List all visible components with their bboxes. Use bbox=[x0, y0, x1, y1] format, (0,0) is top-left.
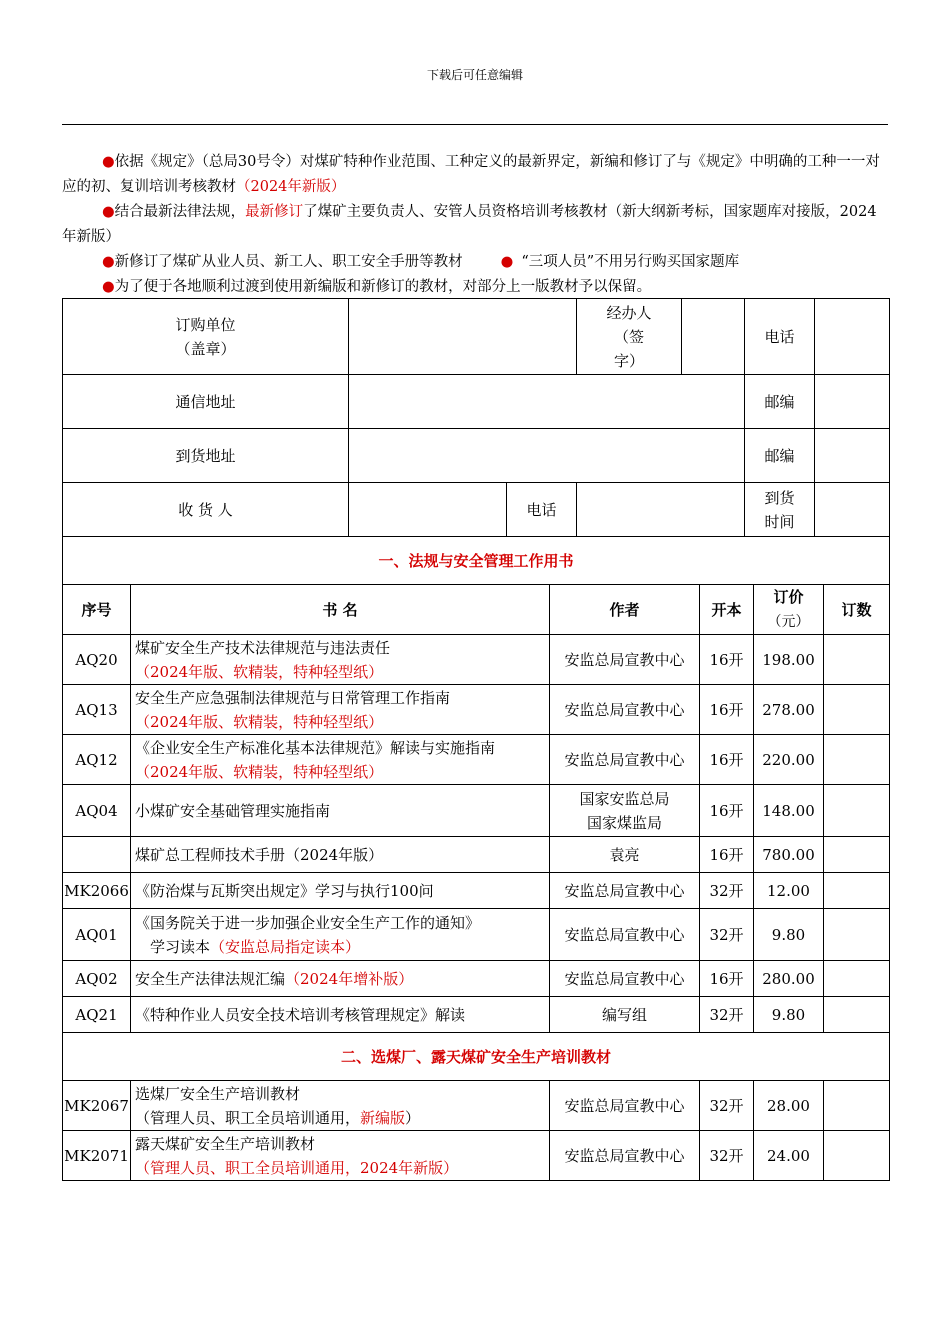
table-row bbox=[63, 635, 890, 685]
section-title-row bbox=[63, 1033, 890, 1081]
book-title: 露天煤矿安全生产培训教材 （管理人员、职工全员培训通用，2024年新版） bbox=[131, 1131, 550, 1181]
book-format: 32开 bbox=[700, 873, 754, 909]
book-code: AQ01 bbox=[63, 909, 131, 961]
section-title: 一、法规与安全管理工作用书 bbox=[63, 537, 890, 585]
book-price: 278.00 bbox=[754, 685, 824, 735]
section-title-row bbox=[63, 537, 890, 585]
book-price: 220.00 bbox=[754, 735, 824, 785]
phone-field[interactable] bbox=[815, 299, 890, 375]
book-format: 32开 bbox=[700, 1131, 754, 1181]
receiver-phone-label: 电话 bbox=[507, 483, 577, 537]
delivery-field[interactable] bbox=[349, 429, 745, 483]
unit-field[interactable] bbox=[349, 299, 577, 375]
book-code: AQ20 bbox=[63, 635, 131, 685]
postcode-field[interactable] bbox=[815, 375, 890, 429]
order-form-table bbox=[62, 298, 890, 537]
book-author: 安监总局宣教中心 bbox=[550, 635, 700, 685]
book-author: 安监总局宣教中心 bbox=[550, 961, 700, 997]
book-price: 780.00 bbox=[754, 837, 824, 873]
book-title: 《特种作业人员安全技术培训考核管理规定》解读 bbox=[131, 997, 550, 1033]
postcode-field-2[interactable] bbox=[815, 429, 890, 483]
book-author: 袁亮 bbox=[550, 837, 700, 873]
intro-note-4: ●为了便于各地顺利过渡到使用新编版和新修订的教材，对部分上一版教材予以保留。 bbox=[102, 279, 652, 295]
agent-field[interactable] bbox=[682, 299, 745, 375]
form-row-unit bbox=[63, 299, 890, 375]
book-price: 24.00 bbox=[754, 1131, 824, 1181]
book-quantity-field[interactable] bbox=[824, 685, 890, 735]
book-author: 安监总局宣教中心 bbox=[550, 685, 700, 735]
table-row bbox=[63, 735, 890, 785]
table-row bbox=[63, 1131, 890, 1181]
form-row-address bbox=[63, 375, 890, 429]
arrival-time-label: 到货 时间 bbox=[745, 483, 815, 537]
book-author: 编写组 bbox=[550, 997, 700, 1033]
book-format: 16开 bbox=[700, 635, 754, 685]
book-code: AQ02 bbox=[63, 961, 131, 997]
book-quantity-field[interactable] bbox=[824, 1081, 890, 1131]
book-quantity-field[interactable] bbox=[824, 785, 890, 837]
unit-label: 订购单位 （盖章） bbox=[63, 299, 349, 375]
table-row bbox=[63, 837, 890, 873]
col-header-format: 开本 bbox=[700, 585, 754, 635]
book-title: 安全生产法律法规汇编（2024年增补版） bbox=[131, 961, 550, 997]
book-author: 安监总局宣教中心 bbox=[550, 1081, 700, 1131]
col-header-qty: 订数 bbox=[824, 585, 890, 635]
table-row bbox=[63, 873, 890, 909]
book-code: AQ12 bbox=[63, 735, 131, 785]
book-quantity-field[interactable] bbox=[824, 837, 890, 873]
book-price: 148.00 bbox=[754, 785, 824, 837]
book-quantity-field[interactable] bbox=[824, 909, 890, 961]
column-header-row bbox=[63, 585, 890, 635]
address-field[interactable] bbox=[349, 375, 745, 429]
intro-note-2: ●结合最新法律法规，最新修订了煤矿主要负责人、安管人员资格培训考核教材（新大纲新考标，国家题库对接版，2024年新版） bbox=[62, 204, 877, 245]
book-code: AQ21 bbox=[63, 997, 131, 1033]
intro-note-3: ●新修订了煤矿从业人员、新工人、职工安全手册等教材 ● “三项人员”不用另行购买国家题库 bbox=[102, 254, 740, 270]
address-label: 通信地址 bbox=[63, 375, 349, 429]
book-format: 16开 bbox=[700, 685, 754, 735]
book-price: 9.80 bbox=[754, 909, 824, 961]
form-row-receiver bbox=[63, 483, 890, 537]
book-code: AQ04 bbox=[63, 785, 131, 837]
book-title: 《企业安全生产标准化基本法律规范》解读与实施指南 （2024年版、软精装，特种轻型纸） bbox=[131, 735, 550, 785]
table-row bbox=[63, 685, 890, 735]
book-code: AQ13 bbox=[63, 685, 131, 735]
book-quantity-field[interactable] bbox=[824, 961, 890, 997]
book-price: 12.00 bbox=[754, 873, 824, 909]
book-format: 16开 bbox=[700, 837, 754, 873]
form-row-delivery bbox=[63, 429, 890, 483]
intro-note-1: ●依据《规定》（总局30号令）对煤矿特种作业范围、工种定义的最新界定，新编和修订了与《规定》中明确的工种一一对应的初、复训培训考核教材（2024年新版） bbox=[62, 154, 880, 195]
book-price: 28.00 bbox=[754, 1081, 824, 1131]
book-format: 16开 bbox=[700, 735, 754, 785]
book-author: 安监总局宣教中心 bbox=[550, 909, 700, 961]
book-list-table bbox=[62, 536, 890, 1181]
book-title: 煤矿总工程师技术手册（2024年版） bbox=[131, 837, 550, 873]
book-format: 32开 bbox=[700, 1081, 754, 1131]
table-row bbox=[63, 1081, 890, 1131]
book-quantity-field[interactable] bbox=[824, 873, 890, 909]
table-row bbox=[63, 961, 890, 997]
table-row bbox=[63, 909, 890, 961]
col-header-title: 书 名 bbox=[131, 585, 550, 635]
book-price: 198.00 bbox=[754, 635, 824, 685]
book-code: MK2067 bbox=[63, 1081, 131, 1131]
book-code: MK2066 bbox=[63, 873, 131, 909]
book-author: 安监总局宣教中心 bbox=[550, 735, 700, 785]
bullet-icon: ● bbox=[102, 204, 115, 220]
postcode-label: 邮编 bbox=[745, 429, 815, 483]
arrival-time-field[interactable] bbox=[815, 483, 890, 537]
book-title: 小煤矿安全基础管理实施指南 bbox=[131, 785, 550, 837]
delivery-label: 到货地址 bbox=[63, 429, 349, 483]
agent-label: 经办人 （签 字） bbox=[577, 299, 682, 375]
col-header-price: 订价 （元） bbox=[754, 585, 824, 635]
bullet-icon: ● bbox=[102, 254, 115, 270]
book-code bbox=[63, 837, 131, 873]
table-row bbox=[63, 997, 890, 1033]
book-quantity-field[interactable] bbox=[824, 997, 890, 1033]
book-author: 安监总局宣教中心 bbox=[550, 873, 700, 909]
bullet-icon: ● bbox=[102, 279, 115, 295]
book-title: 选煤厂安全生产培训教材 （管理人员、职工全员培训通用，新编版） bbox=[131, 1081, 550, 1131]
book-format: 32开 bbox=[700, 909, 754, 961]
receiver-field[interactable] bbox=[349, 483, 507, 537]
book-code: MK2071 bbox=[63, 1131, 131, 1181]
col-header-author: 作者 bbox=[550, 585, 700, 635]
book-format: 16开 bbox=[700, 785, 754, 837]
bullet-icon: ● bbox=[500, 254, 514, 270]
book-quantity-field[interactable] bbox=[824, 735, 890, 785]
book-price: 280.00 bbox=[754, 961, 824, 997]
book-title: 安全生产应急强制法律规范与日常管理工作指南 （2024年版、软精装，特种轻型纸） bbox=[131, 685, 550, 735]
book-format: 32开 bbox=[700, 997, 754, 1033]
book-price: 9.80 bbox=[754, 997, 824, 1033]
book-format: 16开 bbox=[700, 961, 754, 997]
col-header-no: 序号 bbox=[63, 585, 131, 635]
book-title: 煤矿安全生产技术法律规范与违法责任 （2024年版、软精装，特种轻型纸） bbox=[131, 635, 550, 685]
bullet-icon: ● bbox=[102, 154, 115, 170]
book-author: 安监总局宣教中心 bbox=[550, 1131, 700, 1181]
receiver-label: 收 货 人 bbox=[63, 483, 349, 537]
book-quantity-field[interactable] bbox=[824, 1131, 890, 1181]
book-author: 国家安监总局 国家煤监局 bbox=[550, 785, 700, 837]
header-divider bbox=[62, 124, 888, 125]
book-quantity-field[interactable] bbox=[824, 635, 890, 685]
intro-notes bbox=[62, 150, 888, 300]
section-title: 二、选煤厂、露天煤矿安全生产培训教材 bbox=[63, 1033, 890, 1081]
table-row bbox=[63, 785, 890, 837]
postcode-label: 邮编 bbox=[745, 375, 815, 429]
receiver-phone-field[interactable] bbox=[577, 483, 745, 537]
page-header: 下载后可任意编辑 bbox=[426, 68, 523, 82]
phone-label: 电话 bbox=[745, 299, 815, 375]
book-title: 《防治煤与瓦斯突出规定》学习与执行100问 bbox=[131, 873, 550, 909]
book-title: 《国务院关于进一步加强企业安全生产工作的通知》 学习读本（安监总局指定读本） bbox=[131, 909, 550, 961]
